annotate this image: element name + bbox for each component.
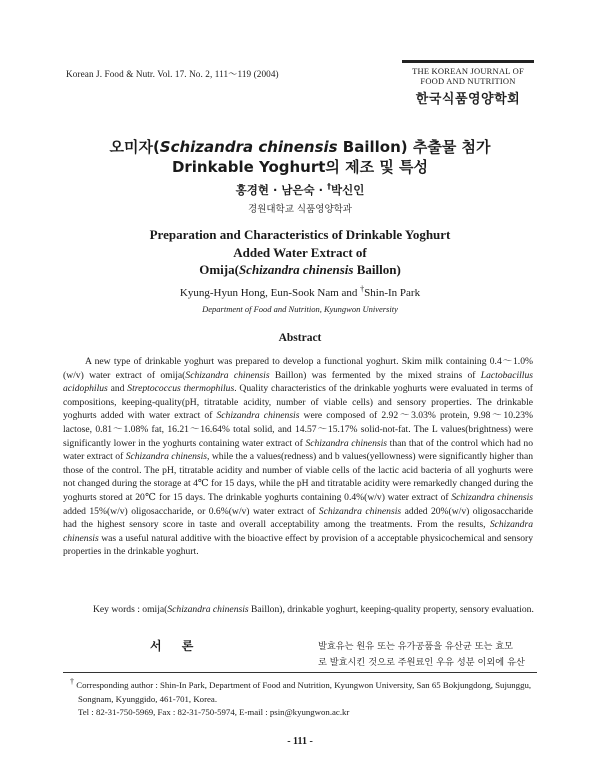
keywords-label: Key words :: [93, 604, 143, 615]
abstract-body: A new type of drinkable yoghurt was prepared to develop a functional yoghurt. Skim milk containing 0.4～1.0%(w/v) water extract of omija(Schizandra chinensis Baillon) was fermented by the mixed strains of Lactobacillus acidophilus and Streptococcus thermophilus. Quality characteristics of the drinkable yoghurts were evaluated in terms of compositions, keeping-quality(pH, titratable acidity, number of viable cells) and sensory properties. The drinkable yoghurts added with water extract of Schizandra chinensis were composed of 2.92～3.03% protein, 9.98～10.23% lactose, 0.81～1.08% fat, 16.21～16.64% total solid, and 14.57～15.17% solid-not-fat. The L values(brightness) were significantly lower in the yoghurts containing water extract of Schizandra chinensis than that of the control which had no water extract of Schizandra chinensis, while the a values(redness) and b values(yellowness) were significantly higher than those of the control. The pH, titratable acidity and number of viable cells of the lactic acid bacteria of all yoghurts were not changed during the storage at 4℃ for 15 days, while the pH and titratable acidity were remarkedly changed during the yoghurts stored at 20℃ for 15 days. The drinkable yoghurts containing 0.4%(w/v) water extract of Schizandra chinensis added 15%(w/v) oligosaccharide, or 0.6%(w/v) water extract of Schizandra chinensis added 20%(w/v) oligosaccharide had the highest sensory score in taste and overall acceptability among the treatments. From the results, Schizandra chinensis was a useful natural additive with the bioactive effect by provision of a acceptable physicochemical and sensory properties in the drinkable yoghurt.: [63, 356, 534, 558]
korean-authors: 홍경현 · 남은숙 · †박신인: [235, 182, 365, 197]
introduction-heading: 서 론: [150, 639, 202, 653]
journal-reference: Korean J. Food & Nutr. Vol. 17. No. 2, 111～119 (2004): [66, 69, 279, 79]
page-number: - 111 -: [287, 736, 313, 747]
contact-info: Tel : 82-31-750-5969, Fax : 82-31-750-5974, E-mail : psin@kyungwon.ac.kr: [78, 707, 350, 718]
korean-title-line2: Drinkable Yoghurt의 제조 및 특성: [171, 158, 429, 176]
footnote-divider: [63, 672, 537, 673]
english-title-line3: Omija(Schizandra chinensis Baillon): [199, 262, 401, 277]
korean-affiliation: 경원대학교 식품영양학과: [248, 204, 352, 215]
society-name-en-line1: THE KOREAN JOURNAL OF: [412, 66, 524, 76]
corresponding-author-footnote: † Corresponding author : Shin-In Park, Department of Food and Nutrition, Kyungwon University, San 65 Bokjungdong, Sujunggu, Songnam, Kyunggido, 461-701, Korea. Tel : 82-31-750-5969, Fax : 82-31-750-5974, E-mail : psin@kyungwon.ac.kr: [70, 677, 532, 718]
keywords: Key words : omija(Schizandra chinensis Baillon), drinkable yoghurt, keeping-quality property, sensory evaluation.: [93, 604, 534, 615]
introduction-text-line1: 발효유는 원유 또는 유가공품을 유산균 또는 효모: [318, 641, 514, 652]
introduction-text-line2: 로 발효시킨 것으로 주원료인 우유 성분 이외에 유산: [318, 657, 525, 668]
society-name-en-line2: FOOD AND NUTRITION: [420, 76, 516, 86]
english-affiliation: Department of Food and Nutrition, Kyungwon University: [202, 304, 398, 314]
korean-title-line1: 오미자(Schizandra chinensis Baillon) 추출물 첨가: [109, 138, 491, 156]
english-title-line1: Preparation and Characteristics of Drinkable Yoghurt: [149, 227, 451, 242]
english-title-line2: Added Water Extract of: [233, 245, 367, 260]
english-authors: Kyung-Hyun Hong, Eun-Sook Nam and †Shin-In Park: [179, 284, 421, 299]
corresponding-dagger: †: [327, 182, 332, 192]
corresponding-dagger: †: [360, 284, 365, 294]
society-name-ko: 한국식품영양학회: [415, 92, 521, 107]
abstract-heading: Abstract: [278, 332, 322, 344]
society-logo-block: [402, 60, 534, 107]
